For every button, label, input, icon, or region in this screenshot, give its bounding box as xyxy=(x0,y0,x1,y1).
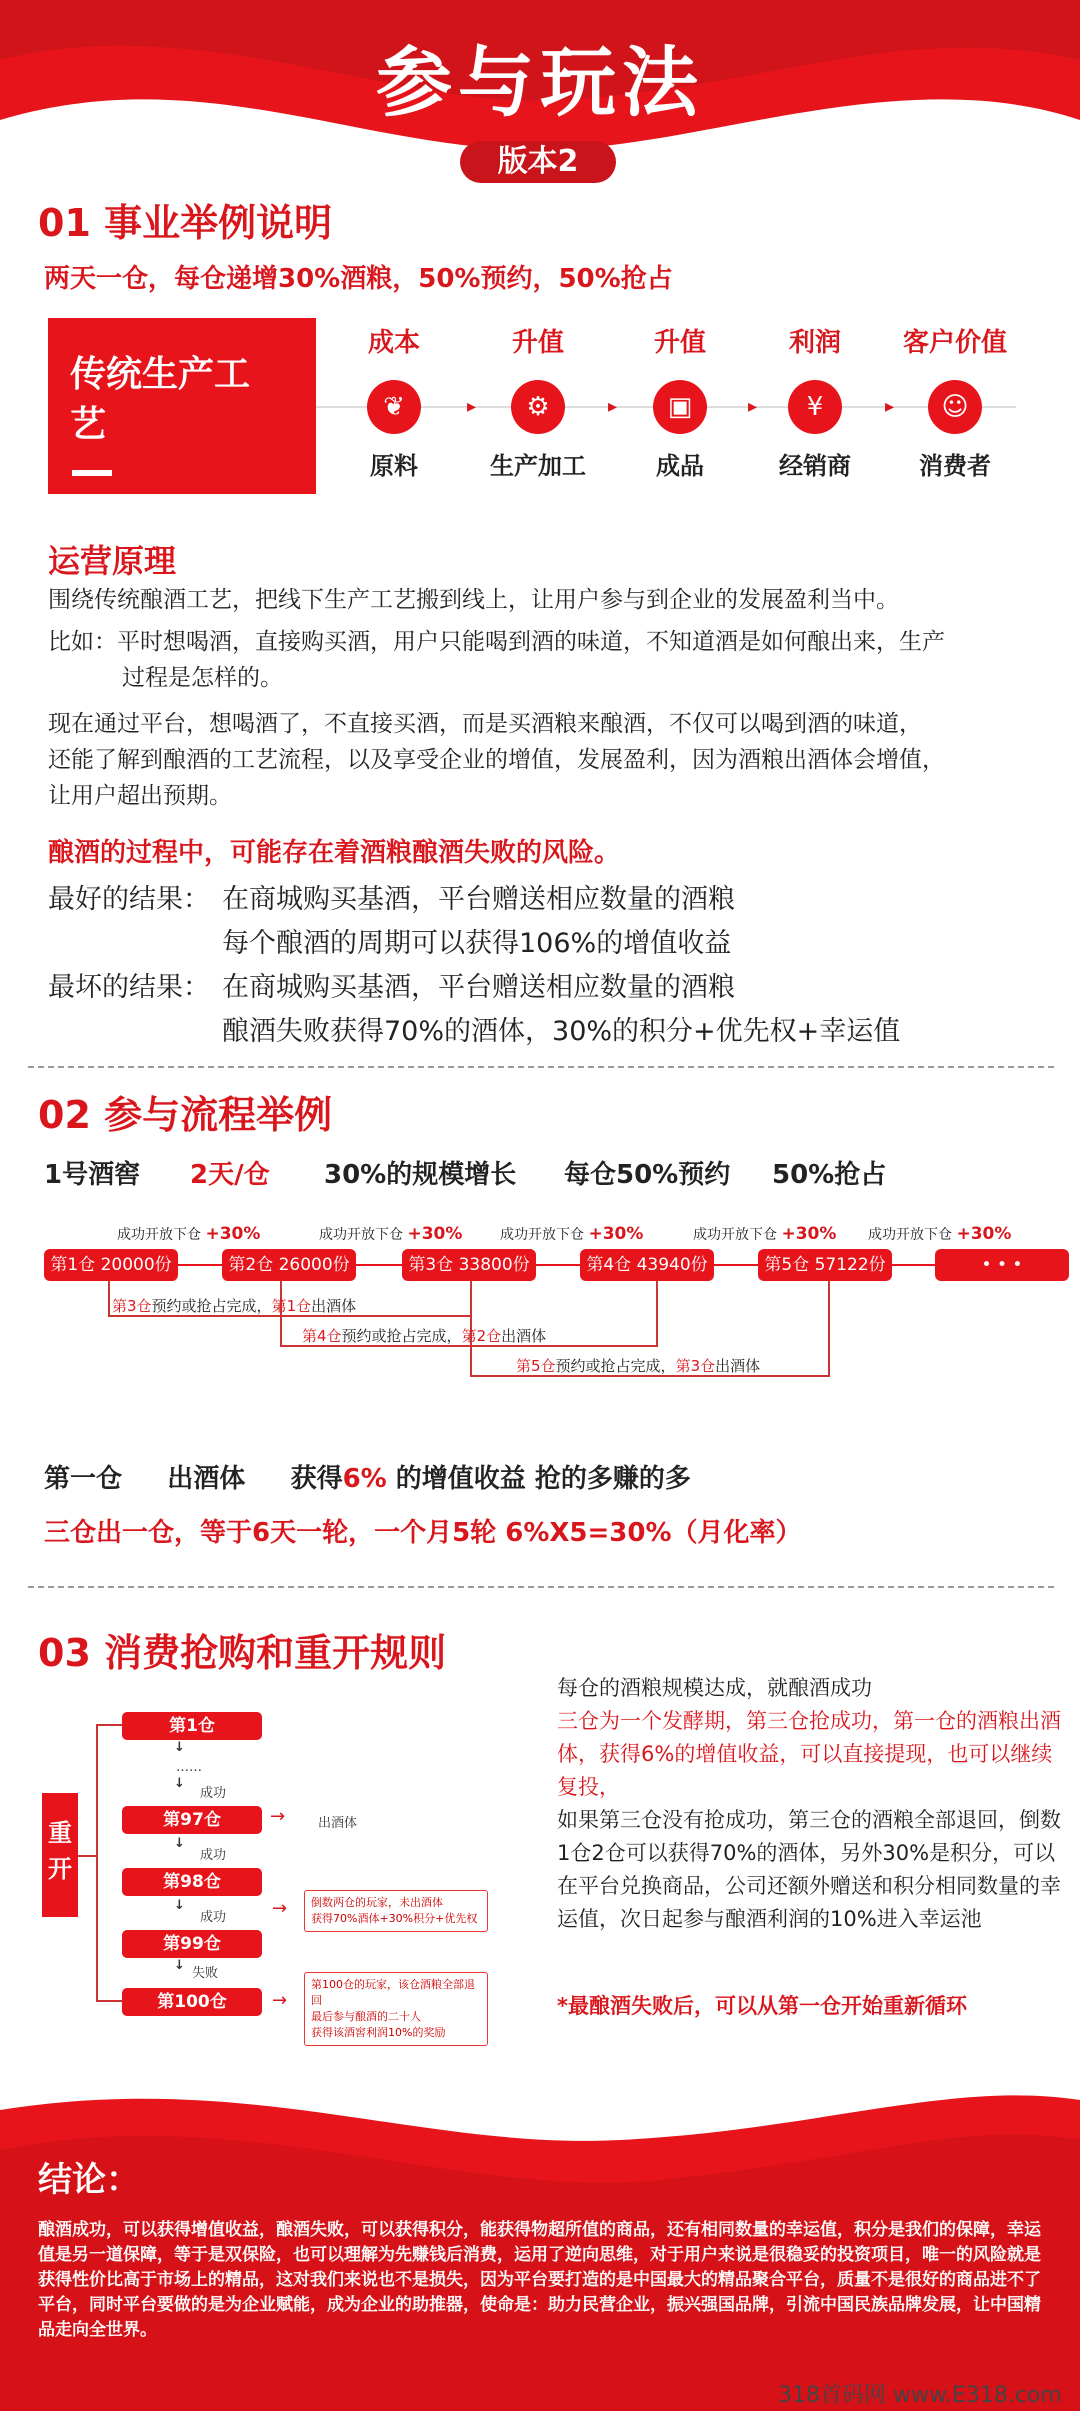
chain-top-5: 客户价值 xyxy=(902,328,1007,358)
worst-line-1: 在商城购买基酒，平台赠送相应数量的酒粮 xyxy=(222,972,735,1003)
link-line xyxy=(470,1281,472,1317)
flow-line xyxy=(46,1264,1068,1266)
chain-arrow-icon: ▸ xyxy=(748,396,758,417)
success-label-2: 成功开放下仓 +30% xyxy=(319,1224,463,1244)
growth-rate: 30%的规模增长 xyxy=(324,1160,517,1190)
note-100: 第100仓的玩家，该仓酒粮全部退回 最后参与酿酒的二十人 获得该酒窖利润10%的奖励 xyxy=(304,1972,488,2046)
chain-bottom-2: 生产加工 xyxy=(490,452,586,480)
out-label: 出酒体 xyxy=(318,1816,358,1831)
cellar-name: 1号酒窖 xyxy=(44,1160,141,1190)
step-dots: …… xyxy=(176,1760,202,1775)
principle-p3c: 让用户超出预期。 xyxy=(48,783,232,809)
success-note: 成功 xyxy=(200,1848,227,1863)
restart-rule: *最酿酒失败后，可以从第一仓开始重新循环 xyxy=(557,1994,967,2018)
principle-p2b: 过程是怎样的。 xyxy=(122,665,283,691)
success-note: 成功 xyxy=(200,1910,227,1925)
conclusion-title: 结论： xyxy=(38,2160,140,2200)
restart-bracket xyxy=(96,1724,122,2002)
chain-arrow-icon: ▸ xyxy=(608,396,618,417)
step-99: 第99仓 xyxy=(122,1930,262,1958)
chain-bottom-4: 经销商 xyxy=(779,452,851,480)
step-97: 第97仓 xyxy=(122,1806,262,1834)
version-badge: 版本2 xyxy=(460,141,616,183)
step-arrow-icon: ↓ xyxy=(174,1958,185,1973)
warehouse-4: 第4仓 43940份 xyxy=(580,1249,714,1281)
chain-arrow-icon: ▸ xyxy=(467,396,477,417)
rules-text: 每仓的酒粮规模达成，就酿酒成功 三仓为一个发酵期，第三仓抢成功，第一仓的酒粮出酒体，获得6%的增值收益，可以直接提现，也可以继续复投， 如果第三仓没有抢成功，第三仓的酒粮全部退回，倒数1仓2仓可以获得70%的酒体，另外30%是积分，可以在平台兑换商品，公司还额外赠送和积分相同数量的幸运值，次日起参与酿酒利润的10%进入幸运池 xyxy=(557,1676,1061,1931)
reserve-rate: 每仓50%预约 xyxy=(564,1160,731,1190)
link-line xyxy=(656,1281,658,1347)
section-1-subtitle: 两天一仓，每仓递增30%酒粮，50%预约，50%抢占 xyxy=(44,264,673,294)
risk-statement: 酿酒的过程中，可能存在着酒粮酿酒失败的风险。 xyxy=(48,838,621,868)
section-3-title: 03 消费抢购和重开规则 xyxy=(38,1631,447,1675)
section-2-title: 02 参与流程举例 xyxy=(38,1093,333,1137)
worst-label: 最坏的结果： xyxy=(48,972,210,1003)
money-icon: ¥ xyxy=(788,380,842,434)
chain-arrow-icon: ▸ xyxy=(885,396,895,417)
note-arrow-icon: → xyxy=(272,1990,288,2011)
traditional-label: 传统生产工艺 xyxy=(70,354,251,445)
restart-connector xyxy=(78,1855,96,1857)
chain-top-3: 升值 xyxy=(653,328,706,358)
link-line xyxy=(108,1281,110,1317)
page-title: 参与玩法 xyxy=(376,38,704,127)
worst-line-2: 酿酒失败获得70%的酒体，30%的积分+优先权+幸运值 xyxy=(222,1016,901,1047)
conclusion-body: 酿酒成功，可以获得增值收益，酿酒失败，可以获得积分，能获得物超所值的商品，还有相同数量的幸运值，积分是我们的保障，幸运值是另一道保障，等于是双保险，也可以理解为先赚钱后消费，运用了逆向思维，对于用户来说是很稳妥的投资项目，唯一的风险就是获得性价比高于市场上的精品，这对我们来说也不是损失，因为平台要打造的是中国最大的精品聚合平台，质量不是很好的商品进不了平台，同时平台要做的是为企业赋能，成为企业的助推器，使命是：助力民营企业，振兴强国品牌，引流中国民族品牌发展，让中国精品走向全世界。 xyxy=(38,2220,1041,2340)
divider xyxy=(28,1066,1054,1068)
chain-bottom-1: 原料 xyxy=(370,452,418,480)
success-label-3: 成功开放下仓 +30% xyxy=(500,1224,644,1244)
success-note: 成功 xyxy=(200,1786,227,1801)
divider xyxy=(28,1586,1054,1588)
leaf-icon: ❦ xyxy=(367,380,421,434)
success-label-1: 成功开放下仓 +30% xyxy=(117,1224,261,1244)
step-arrow-icon: ↓ xyxy=(174,1776,185,1791)
principle-p2a: 比如：平时想喝酒，直接购买酒，用户只能喝到酒的味道，不知道酒是如何酿出来，生产 xyxy=(48,629,945,655)
chain-bottom-5: 消费者 xyxy=(919,452,991,480)
step-arrow-icon: ↓ xyxy=(174,1898,185,1913)
watermark: 318首码网 www.E318.com xyxy=(778,2383,1062,2408)
warehouse-more: • • • xyxy=(935,1249,1069,1281)
gear-icon: ⚙ xyxy=(511,380,565,434)
step-98: 第98仓 xyxy=(122,1868,262,1896)
step-1: 第1仓 xyxy=(122,1712,262,1740)
chain-top-4: 利润 xyxy=(788,328,841,358)
warehouse-2: 第2仓 26000份 xyxy=(222,1249,356,1281)
principle-p3b: 还能了解到酿酒的工艺流程，以及享受企业的增值，发展盈利，因为酒粮出酒体会增值， xyxy=(48,747,945,773)
user-icon: ☺ xyxy=(928,380,982,434)
principle-p1: 围绕传统酿酒工艺，把线下生产工艺搬到线上，让用户参与到企业的发展盈利当中。 xyxy=(48,587,899,613)
link-line xyxy=(828,1281,830,1377)
success-label-5: 成功开放下仓 +30% xyxy=(868,1224,1012,1244)
fail-note: 失败 xyxy=(192,1966,219,1981)
box-icon: ▣ xyxy=(653,380,707,434)
best-label: 最好的结果： xyxy=(48,884,210,915)
traditional-dash xyxy=(72,470,112,476)
warehouse-5: 第5仓 57122份 xyxy=(758,1249,892,1281)
note-arrow-icon: → xyxy=(272,1898,288,1919)
principle-p3a: 现在通过平台，想喝酒了，不直接买酒，而是买酒粮来酿酒，不仅可以喝到酒的味道， xyxy=(48,711,922,737)
section-1-title: 01 事业举例说明 xyxy=(38,201,333,245)
cycle-days: 2天/仓 xyxy=(190,1160,270,1190)
chain-bottom-3: 成品 xyxy=(656,452,704,480)
chain-top-2: 升值 xyxy=(511,328,564,358)
step-arrow-icon: ↓ xyxy=(174,1836,185,1851)
step-arrow-icon: ↓ xyxy=(174,1740,185,1755)
link-note-3: 第5仓预约或抢占完成，第3仓出酒体 xyxy=(516,1357,761,1375)
link-note-1: 第3仓预约或抢占完成，第1仓出酒体 xyxy=(112,1297,357,1315)
warehouse-1: 第1仓 20000份 xyxy=(44,1249,178,1281)
summary-line-1: 第一仓 出酒体 获得6% 的增值收益 抢的多赚的多 xyxy=(44,1464,691,1494)
best-line-2: 每个酿酒的周期可以获得106%的增值收益 xyxy=(222,928,732,959)
restart-label: 重开 xyxy=(42,1793,78,1917)
summary-line-2: 三仓出一仓，等于6天一轮，一个月5轮 6%X5=30%（月化率） xyxy=(44,1518,802,1548)
link-note-2: 第4仓预约或抢占完成，第2仓出酒体 xyxy=(302,1327,547,1345)
grab-rate: 50%抢占 xyxy=(772,1160,887,1190)
principle-title: 运营原理 xyxy=(48,542,177,580)
best-line-1: 在商城购买基酒，平台赠送相应数量的酒粮 xyxy=(222,884,735,915)
out-arrow-icon: → xyxy=(270,1806,286,1827)
step-100: 第100仓 xyxy=(122,1988,262,2016)
warehouse-3: 第3仓 33800份 xyxy=(402,1249,536,1281)
chain-top-1: 成本 xyxy=(367,328,420,358)
success-label-4: 成功开放下仓 +30% xyxy=(693,1224,837,1244)
note-last-two: 倒数两仓的玩家，未出酒体 获得70%酒体+30%积分+优先权 xyxy=(304,1890,488,1932)
